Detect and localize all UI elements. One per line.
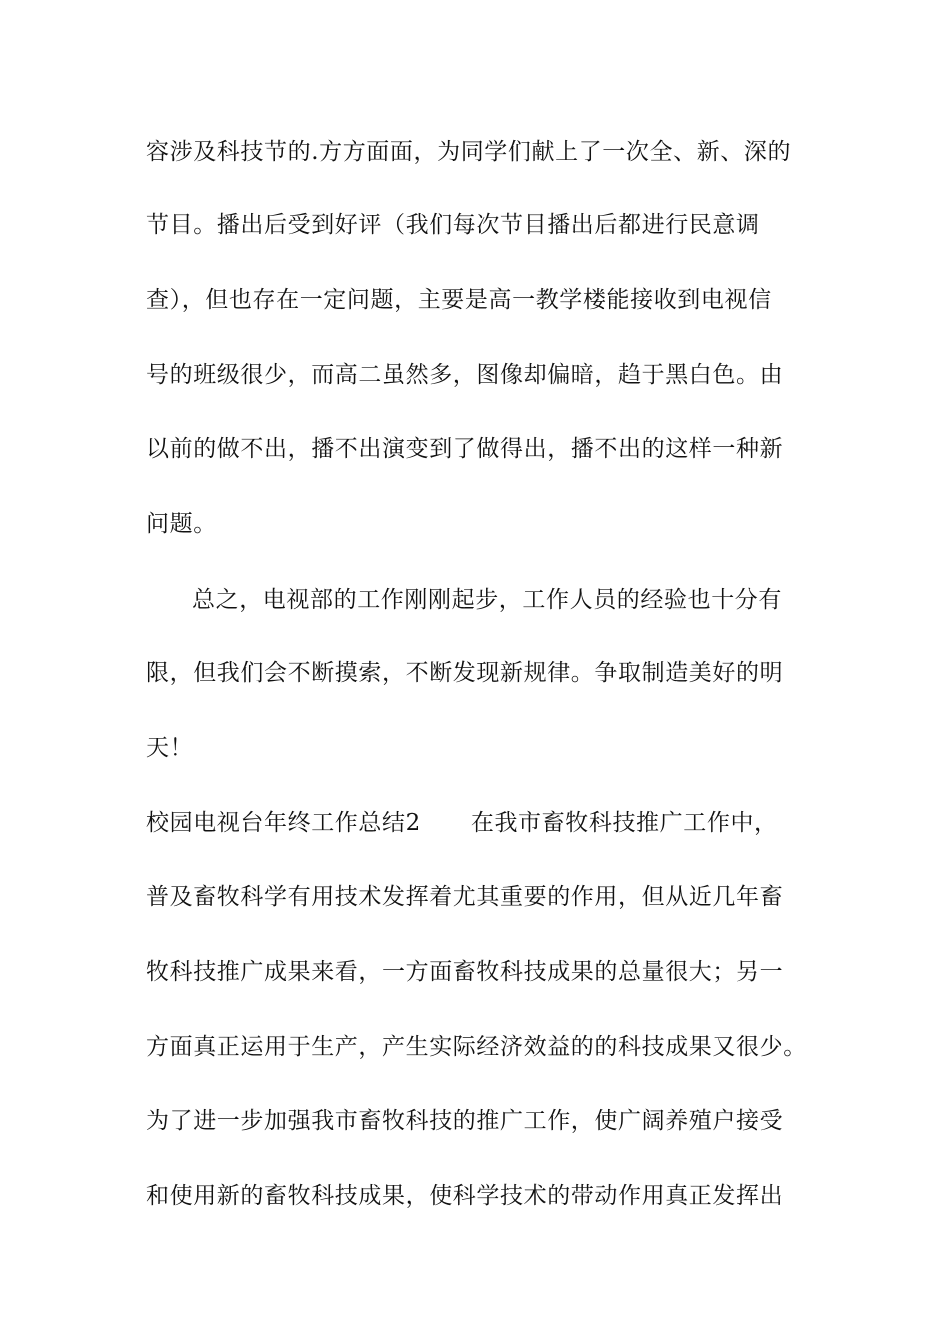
paragraph-line: 天！ <box>146 735 194 761</box>
paragraph-line: 问题。 <box>146 511 217 537</box>
paragraph-line: 以前的做不出，播不出演变到了做得出，播不出的这样一种新 <box>146 436 784 462</box>
paragraph-line: 为了进一步加强我市畜牧科技的推广工作，使广阔养殖户接受 <box>146 1108 784 1134</box>
paragraph-line: 容涉及科技节的.方方面面，为同学们献上了一次全、新、深的 <box>146 139 792 165</box>
paragraph-line: 节目。播出后受到好评（我们每次节目播出后都进行民意调 <box>146 212 760 238</box>
paragraph-line: 牧科技推广成果来看，一方面畜牧科技成果的总量很大；另一 <box>146 959 784 985</box>
paragraph-line: 方面真正运用于生产，产生实际经济效益的的科技成果又很少。 <box>146 1034 807 1060</box>
paragraph-line: 普及畜牧科学有用技术发挥着尤其重要的作用，但从近几年畜 <box>146 884 784 910</box>
paragraph-line: 号的班级很少，而高二虽然多，图像却偏暗，趋于黑白色。由 <box>146 362 784 388</box>
paragraph-line: 和使用新的畜牧科技成果，使科学技术的带动作用真正发挥出 <box>146 1183 784 1209</box>
paragraph-line: 总之，电视部的工作刚刚起步，工作人员的经验也十分有 <box>192 587 782 613</box>
section-title: 校园电视台年终工作总结2 <box>146 810 421 836</box>
section-heading-line <box>146 808 778 838</box>
paragraph-line: 查），但也存在一定问题，主要是高一教学楼能接收到电视信 <box>146 287 772 313</box>
paragraph-start: 在我市畜牧科技推广工作中， <box>470 810 778 836</box>
paragraph-line: 限，但我们会不断摸索，不断发现新规律。争取制造美好的明 <box>146 660 784 686</box>
